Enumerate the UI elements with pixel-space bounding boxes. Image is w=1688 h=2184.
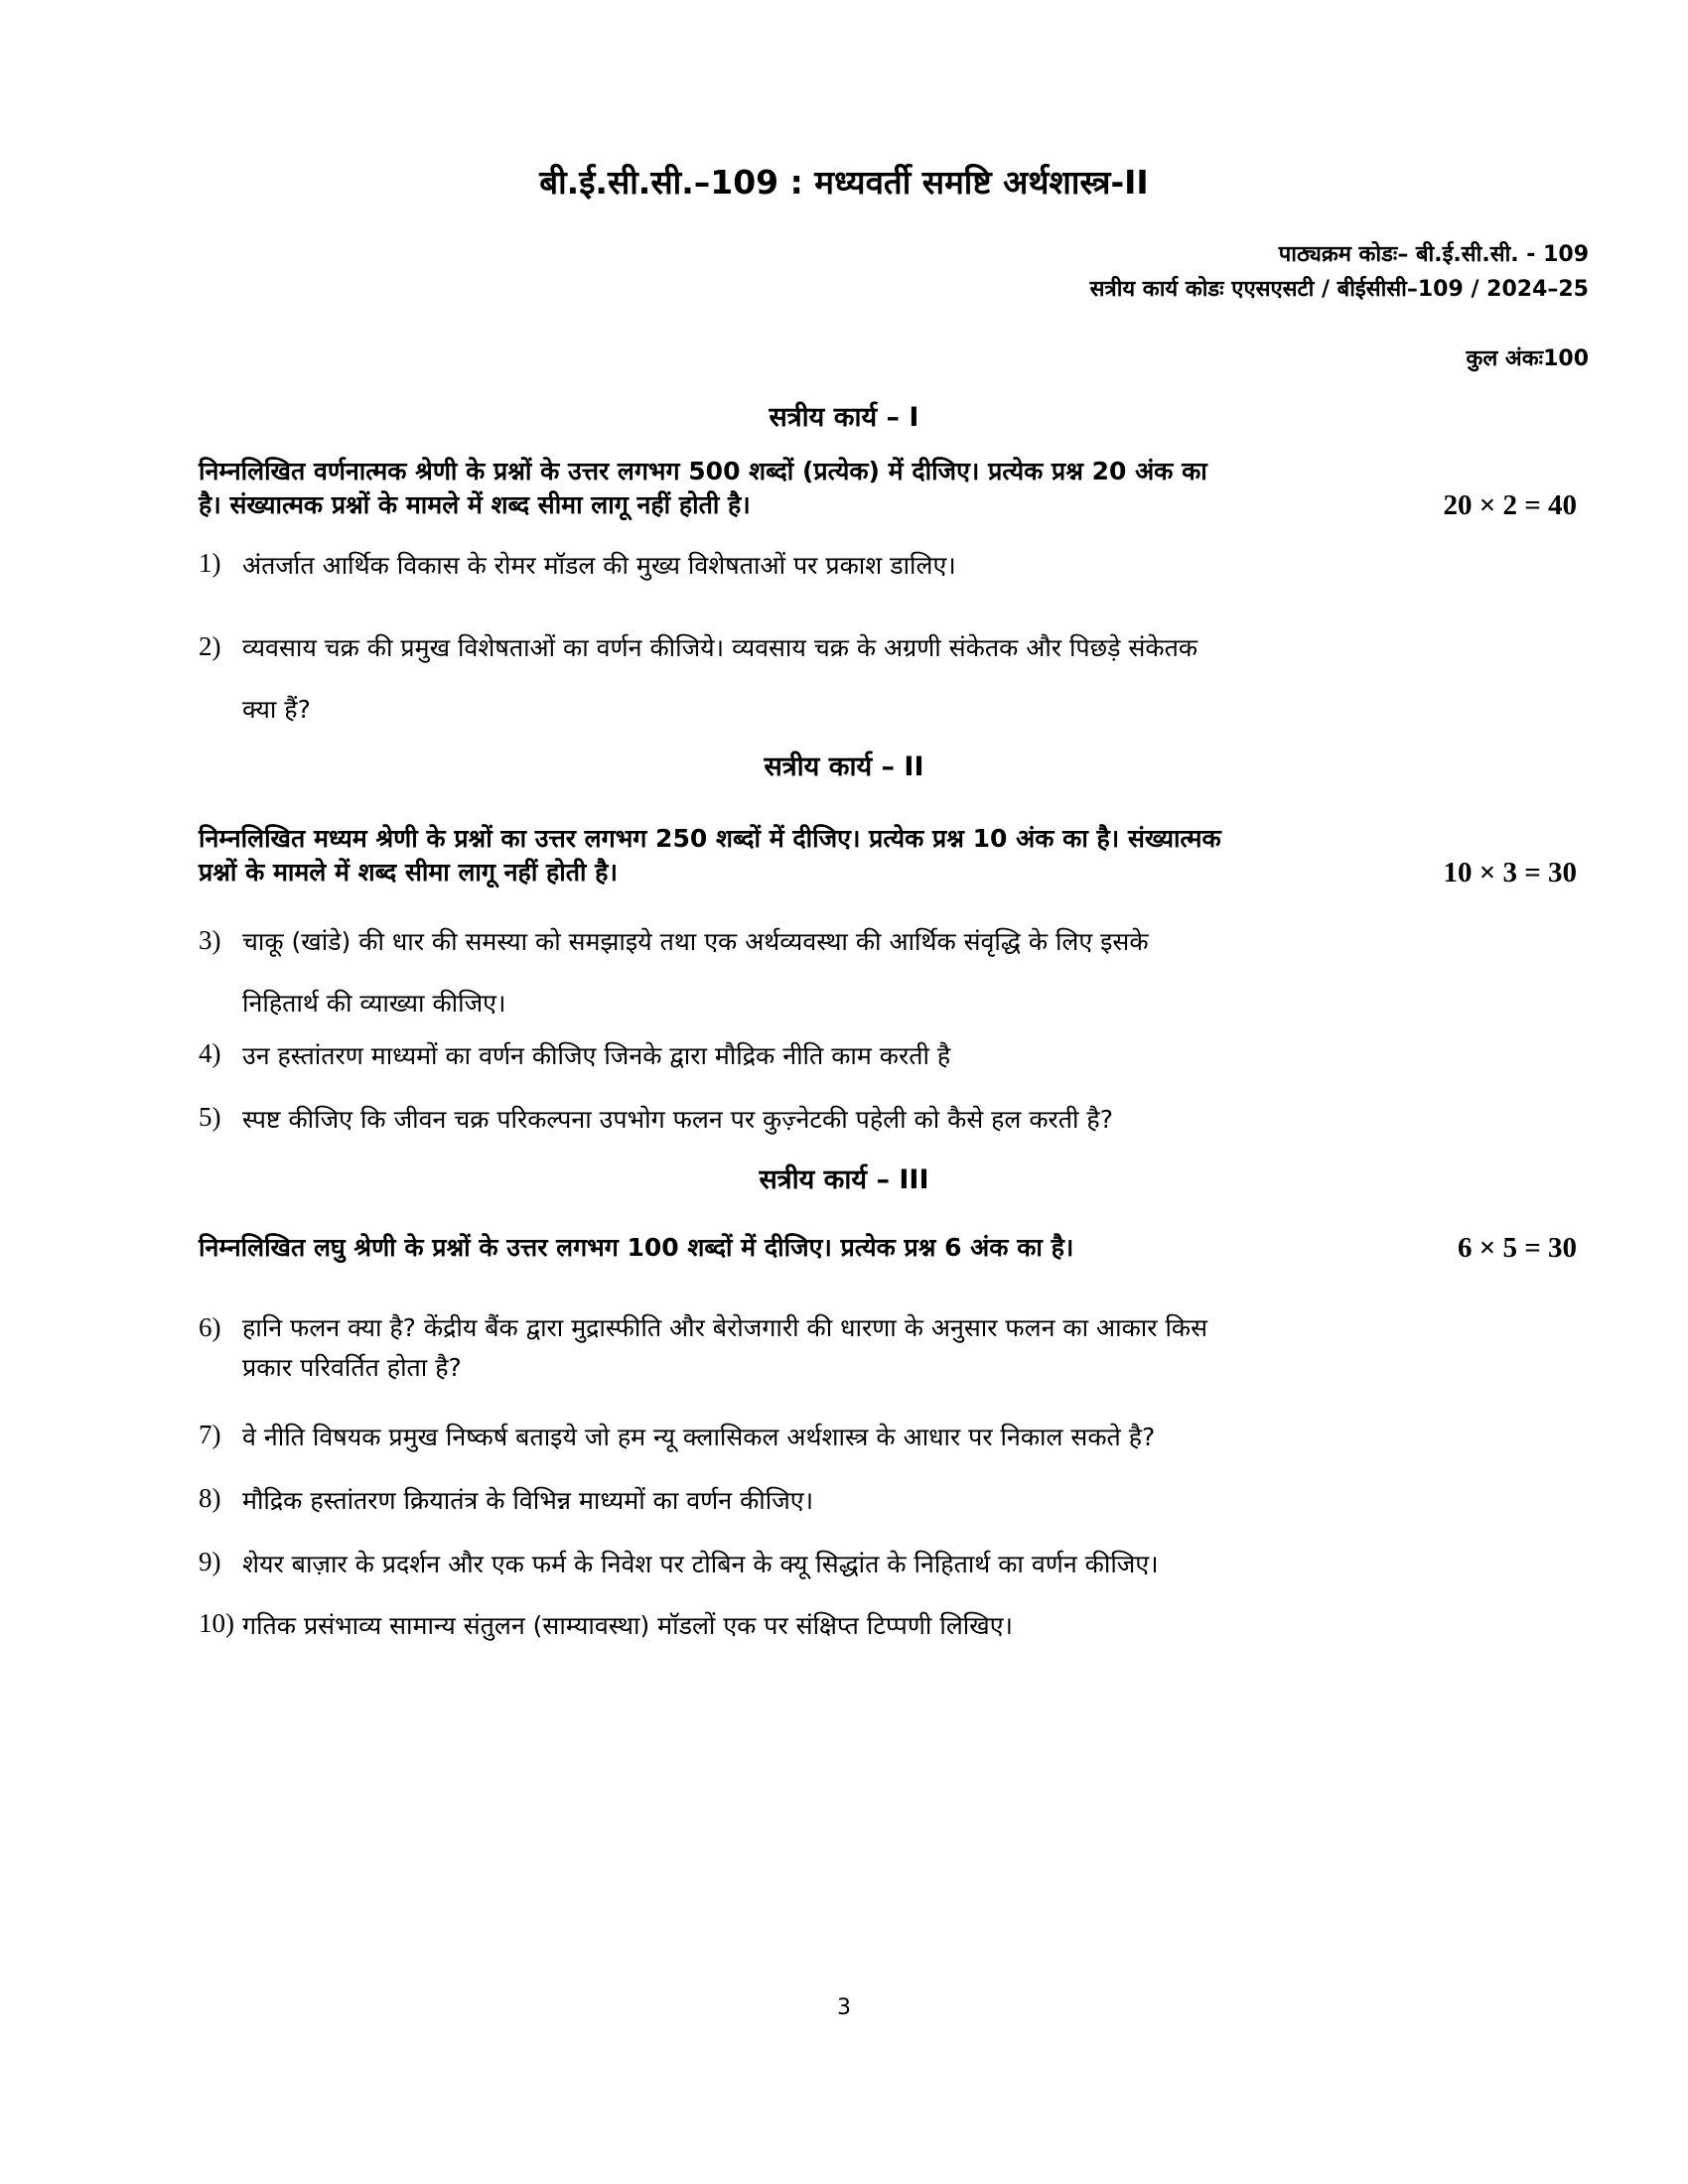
instructions-text: प्रश्नों के मामले में शब्द सीमा लागू नहीं होती है।	[199, 858, 618, 887]
instructions-text: निम्नलिखित लघु श्रेणी के प्रश्नों के उत्तर लगभग 100 शब्दों में दीजिए। प्रत्येक प्रश्न 6 अंक का है।	[199, 1233, 1074, 1262]
question-text	[242, 548, 1589, 582]
question-number: 8)	[199, 1483, 221, 1513]
instructions-line: निम्नलिखित मध्यम श्रेणी के प्रश्नों का उत्तर लगभग 250 शब्दों में दीजिए। प्रत्येक प्रश्न 10 अंक का है। संख्यात्मक	[199, 824, 1221, 853]
assignment-code: सत्रीय कार्य कोडः एएसएसटी / बीईसीसी–109 / 2024–25	[1089, 277, 1589, 302]
question-number: 3)	[199, 925, 221, 955]
question-4	[199, 1038, 1589, 1072]
question-number: 5)	[199, 1102, 221, 1132]
page-title: बी.ई.सी.सी.–109 : मध्यवर्ती समष्टि अर्थशास्त्र-II	[539, 163, 1149, 202]
question-10	[199, 1608, 1589, 1642]
question-text	[242, 1102, 1589, 1136]
question-line: स्पष्ट कीजिए कि जीवन चक्र परिकल्पना उपभोग फलन पर कुज़्नेटकी पहेली को कैसे हल करती है?	[242, 1105, 1113, 1134]
question-text	[242, 1483, 1589, 1517]
question-line: निहितार्थ की व्याख्या कीजिए।	[242, 989, 506, 1018]
question-number: 6)	[199, 1312, 221, 1342]
question-6	[199, 1308, 1589, 1388]
question-line: चाकू (खांडे) की धार की समस्या को समझाइये तथा एक अर्थव्यवस्था की आर्थिक संवृद्धि के लिए इसके	[242, 927, 1149, 956]
question-3	[199, 911, 1589, 1034]
question-line: अंतर्जात आर्थिक विकास के रोमर मॉडल की मुख्य विशेषताओं पर प्रकाश डालिए।	[242, 551, 956, 580]
question-line: मौद्रिक हस्तांतरण क्रियातंत्र के विभिन्न माध्यमों का वर्णन कीजिए।	[242, 1486, 814, 1515]
question-text	[242, 1547, 1589, 1580]
question-number: 2)	[199, 631, 221, 661]
question-number: 1)	[199, 548, 221, 578]
instructions-line	[199, 1231, 1589, 1265]
question-number: 9)	[199, 1547, 221, 1576]
instructions-line	[199, 856, 1589, 889]
marks-formula: 10 × 3 = 30	[1443, 857, 1577, 888]
page-number: 3	[837, 1995, 851, 2020]
question-2	[199, 617, 1589, 741]
question-line: प्रकार परिवर्तित होता है?	[242, 1353, 462, 1382]
section-heading-3: सत्रीय कार्य – III	[759, 1164, 929, 1195]
question-8	[199, 1483, 1589, 1517]
question-text	[242, 617, 1589, 741]
question-line: गतिक प्रसंभाव्य सामान्य संतुलन (साम्यावस्था) मॉडलों एक पर संक्षिप्त टिप्पणी लिखिए।	[242, 1611, 1014, 1640]
question-number: 4)	[199, 1038, 221, 1068]
question-text	[242, 1308, 1589, 1388]
instructions-line: निम्नलिखित वर्णनात्मक श्रेणी के प्रश्नों के उत्तर लगभग 500 शब्दों (प्रत्येक) में दीजिए। प्रत्येक प्रश्न 20 अंक का	[199, 457, 1207, 485]
marks-formula: 6 × 5 = 30	[1457, 1232, 1577, 1264]
question-line: क्या हैं?	[242, 695, 311, 724]
course-code: पाठ्यक्रम कोडः– बी.ई.सी.सी. - 109	[1278, 242, 1589, 267]
question-text	[242, 1608, 1589, 1642]
question-line: वे नीति विषयक प्रमुख निष्कर्ष बताइये जो हम न्यू क्लासिकल अर्थशास्त्र के आधार पर निकाल सकते है?	[242, 1423, 1156, 1451]
instructions-text: है। संख्यात्मक प्रश्नों के मामले में शब्द सीमा लागू नहीं होती है।	[199, 490, 751, 519]
section-heading-1: सत्रीय कार्य – I	[769, 402, 919, 433]
question-text	[242, 911, 1589, 1034]
total-marks: कुल अंकः100	[1466, 346, 1589, 371]
section-2-instructions	[199, 822, 1589, 889]
instructions-line	[199, 488, 1589, 522]
question-7	[199, 1420, 1589, 1453]
question-number: 7)	[199, 1420, 221, 1449]
section-1-instructions	[199, 455, 1589, 522]
section-heading-2: सत्रीय कार्य – II	[764, 751, 924, 782]
marks-formula: 20 × 2 = 40	[1443, 489, 1577, 521]
question-9	[199, 1547, 1589, 1580]
question-line: हानि फलन क्या है? केंद्रीय बैंक द्वारा मुद्रास्फीति और बेरोजगारी की धारणा के अनुसार फलन का आकार किस	[242, 1313, 1208, 1342]
question-text	[242, 1420, 1589, 1453]
question-number: 10)	[199, 1608, 234, 1638]
question-line: शेयर बाज़ार के प्रदर्शन और एक फर्म के निवेश पर टोबिन के क्यू सिद्धांत के निहितार्थ का वर्णन कीजिए।	[242, 1550, 1159, 1578]
question-text	[242, 1038, 1589, 1072]
section-3-instructions	[199, 1231, 1589, 1265]
question-line: उन हस्तांतरण माध्यमों का वर्णन कीजिए जिनके द्वारा मौद्रिक नीति काम करती है	[242, 1041, 951, 1070]
question-1	[199, 548, 1589, 582]
question-5	[199, 1102, 1589, 1136]
question-line: व्यवसाय चक्र की प्रमुख विशेषताओं का वर्णन कीजिये। व्यवसाय चक्र के अग्रणी संकेतक और पिछड़े संकेतक	[242, 633, 1198, 662]
